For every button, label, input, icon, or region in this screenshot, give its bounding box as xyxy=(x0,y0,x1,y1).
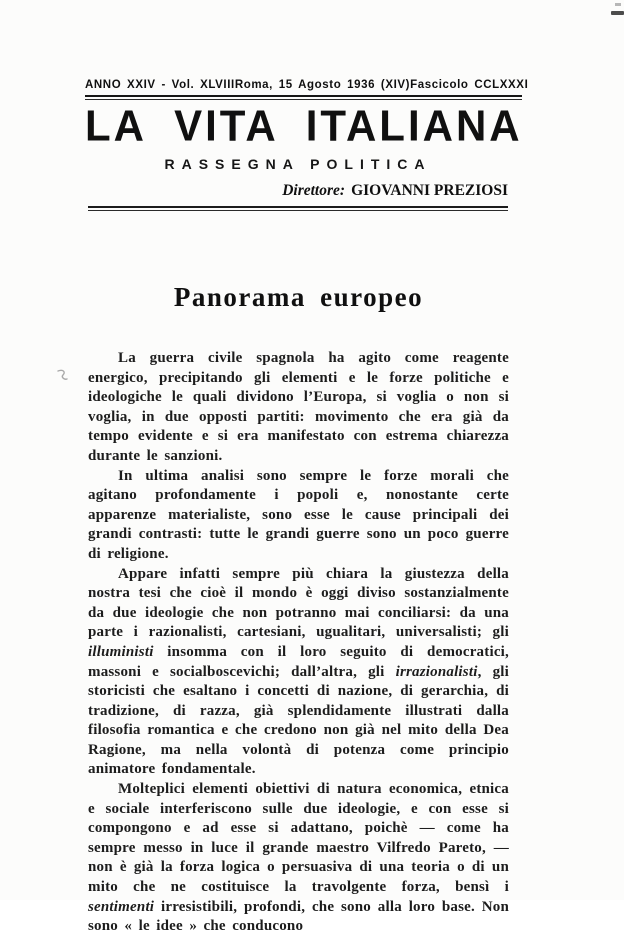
article-paragraph xyxy=(88,565,509,781)
article-title: Panorama europeo xyxy=(173,282,424,312)
article-paragraph xyxy=(88,349,509,467)
scan-smudge-mark xyxy=(615,3,621,6)
article-paragraph xyxy=(88,467,509,565)
director-label: Direttore: xyxy=(282,182,346,199)
text-run: insomma con il loro seguito di democratici, massoni e socialboscevichi; dall’altra, gli xyxy=(88,643,509,680)
issue-header xyxy=(85,79,529,91)
magazine-title: LA VITA ITALIANA xyxy=(85,101,523,150)
emphasized-text-run: sentimenti xyxy=(88,898,155,915)
header-rule xyxy=(85,95,522,100)
margin-pen-mark xyxy=(56,368,70,384)
text-run: La guerra civile spagnola ha agito come reagente energico, precipitando gli elementi e le forze politiche e ideologiche le quali dividono l’Europa, si voglia o non si voglia, in due opposti partiti: movimento che era già da tempo evidente e si era manifestato con estrema chiarezza durante le sanzioni. xyxy=(88,350,509,464)
issue-number: Fascicolo CCLXXXI xyxy=(410,79,529,91)
text-run: , gli storicisti che esaltano i concetti di nazione, di gerarchia, di tradizione, di razza, già splendidamente illustrati dalla filosofia romantica e che credono non già nel mito della Dea Ragione, ma nella volontà di potenza come principio animatore fondamentale. xyxy=(88,663,510,778)
scan-smudge-mark xyxy=(611,11,624,15)
text-run: Molteplici elementi obiettivi di natura economica, etnica e sociale interferiscono sulle due ideologie, e con esse si compongono e ad esse si adattano, poichè — come ha sempre messo in luce il grande maestro Vilfredo Pareto, — non è già la forza logica o persuasiva di una teoria o di un mito che ne costituisce la travolgente forza, bensì i xyxy=(88,781,509,896)
director-name: GIOVANNI PREZIOSI xyxy=(351,182,508,199)
emphasized-text-run: illuministi xyxy=(88,643,154,660)
emphasized-text-run: irrazionalisti xyxy=(395,663,478,680)
issue-volume: ANNO XXIV - Vol. XLVIII xyxy=(85,79,235,91)
article-paragraph xyxy=(88,780,509,937)
magazine-subtitle: RASSEGNA POLITICA xyxy=(164,156,432,172)
text-run: In ultima analisi sono sempre le forze morali che agitano profondamente i popoli e, nonostante certe apparenze materialiste, sono esse le cause principali dei grandi contrasti: tutte le grandi guerre sono un poco guerre di religione. xyxy=(88,467,509,562)
masthead-rule xyxy=(88,206,508,211)
article-body xyxy=(88,349,509,937)
issue-date: Roma, 15 Agosto 1936 (XIV) xyxy=(234,79,411,91)
scan-smudge-artifact xyxy=(610,2,624,18)
text-run: irresistibili, profondi, che sono alla loro base. Non sono « le idee » che conducono xyxy=(88,898,509,935)
director-line xyxy=(85,182,508,200)
text-run: Appare infatti sempre più chiara la giustezza della nostra tesi che cioè il mondo è oggi diviso sostanzialmente da due ideologie che non potranno mai conciliarsi: da una parte i razionalisti, cartesiani, ugualitari, universalisti; gli xyxy=(88,565,509,641)
